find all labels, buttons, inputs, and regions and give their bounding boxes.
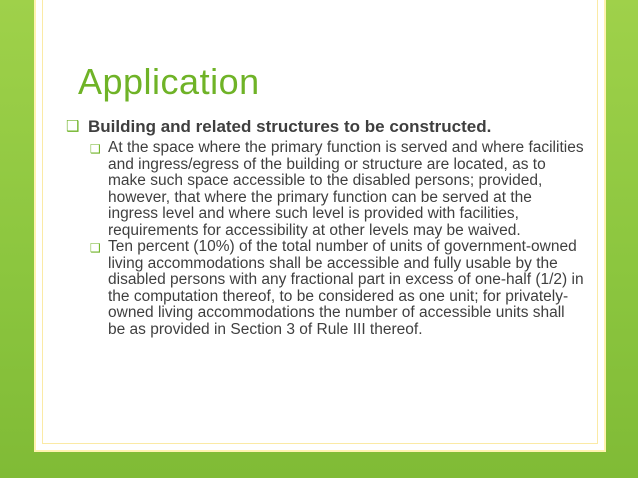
main-bullet-text: Building and related structures to be constructed. (88, 117, 492, 136)
checkbox-bullet-icon: ❑ (90, 142, 101, 156)
checkbox-bullet-icon: ❑ (90, 241, 101, 255)
sub-bullet-text: At the space where the primary function is served and where facilities and ingress/egress of the building or structure are located, as to make such space accessible to the disabled persons; provided, however, that where the primary function can be served at the ingress level and where such level is provided with facilities, requirements for accessibility at other levels may be waived. (108, 139, 584, 239)
slide-title: Application (78, 61, 260, 102)
main-bullet-item (66, 116, 586, 137)
checkbox-bullet-icon: ❑ (66, 118, 80, 135)
slide-content (66, 116, 586, 338)
sub-bullet-item (90, 239, 586, 338)
sub-bullet-text: Ten percent (10%) of the total number of units of government-owned living accommodations shall be accessible and fully usable by the disabled persons with any fractional part in excess of one-half (1/2) in the computation thereof, to be considered as one unit; for privately-owned living accommodations the number of accessible units shall be as provided in Section 3 of Rule III thereof. (108, 238, 584, 338)
sub-bullet-item (90, 140, 586, 239)
